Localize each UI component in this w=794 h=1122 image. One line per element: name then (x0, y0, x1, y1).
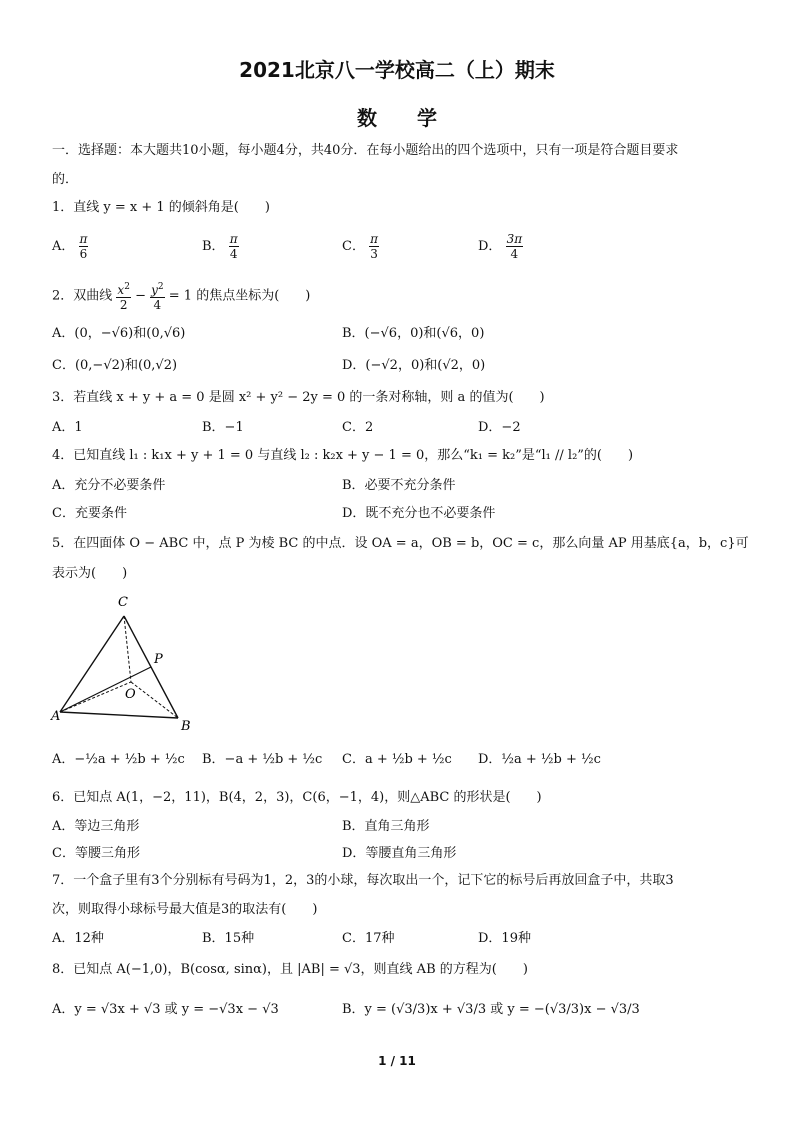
segment-AP (60, 667, 151, 712)
question-6-stem: 6．已知点 A(1，−2，11)，B(4，2，3)，C(6，−1，4)，则△ABC 的形状是( ) (52, 790, 542, 805)
edge-CA (60, 616, 124, 712)
q2-option-b: B．(−√6，0)和(√6，0) (342, 326, 485, 341)
q5-option-b: B．−a + ½b + ½c (202, 752, 323, 767)
section-intro-cont: 的． (52, 172, 79, 187)
question-7-stem-cont: 次，则取得小球标号最大值是3的取法有( ) (52, 902, 318, 917)
document-title: 2021北京八一学校高二（上）期末 (239, 58, 555, 82)
q7-option-d: D．19种 (478, 931, 531, 946)
q1-option-b (202, 232, 239, 261)
question-4-stem: 4．已知直线 l₁ : k₁x + y + 1 = 0 与直线 l₂ : k₂x + y − 1 = 0，那么“k₁ = k₂”是“l₁ // l₂”的( ) (52, 448, 634, 463)
edge-AB (60, 712, 178, 718)
q5-option-a: A．−½a + ½b + ½c (52, 752, 185, 767)
q6-option-d: D．等腰直角三角形 (342, 846, 457, 861)
q1-option-c (342, 232, 379, 261)
q2-fraction-x: $\frac{x^2}{2}$ (117, 282, 130, 312)
question-5-stem: 5．在四面体 O − ABC 中，点 P 为棱 BC 的中点．设 OA = a，OB = b，OC = c，那么向量 AP 用基底{a，b，c}可 (52, 536, 749, 551)
q7-option-a: A．12种 (52, 931, 104, 946)
q8-option-b: B．y = (√3/3)x + √3/3 或 y = −(√3/3)x − √3/3 (342, 1002, 640, 1017)
subject-title: 数 学 (357, 106, 437, 130)
section-intro: 一．选择题：本大题共10小题，每小题4分，共40分．在每小题给出的四个选项中，只有一项是符合题目要求 (52, 143, 679, 158)
tetrahedron-figure (48, 590, 208, 735)
q2-suffix: = 1 的焦点坐标为( ) (168, 288, 311, 304)
q5-option-d: D．½a + ½b + ½c (478, 752, 601, 767)
q1-option-a-numerator: π (79, 232, 88, 246)
edge-OB (131, 682, 178, 718)
q1-option-c-denominator: 3 (370, 247, 378, 261)
label-A: A (51, 709, 61, 724)
q4-option-b: B．必要不充分条件 (342, 478, 456, 493)
q6-option-a: A．等边三角形 (52, 819, 140, 834)
label-B: B (181, 719, 191, 734)
q1-option-b-numerator: π (229, 232, 238, 246)
q3-option-a: A．1 (52, 420, 83, 435)
q1-option-d-denominator: 4 (510, 247, 519, 261)
q7-option-c: C．17种 (342, 931, 395, 946)
q5-option-c: C．a + ½b + ½c (342, 752, 452, 767)
q1-option-b-denominator: 4 (229, 247, 238, 261)
question-1-stem: 1．直线 y = x + 1 的倾斜角是( ) (52, 200, 270, 215)
q1-option-d-label: D． (478, 239, 502, 254)
q2-option-d: D．(−√2，0)和(√2，0) (342, 358, 486, 373)
q1-option-c-label: C． (342, 239, 365, 254)
q1-option-a-label: A． (52, 239, 75, 254)
q4-option-c: C．充要条件 (52, 506, 127, 521)
q1-option-a (52, 232, 88, 261)
question-7-stem: 7．一个盒子里有3个分别标有号码为1，2，3的小球，每次取出一个，记下它的标号后再放回盒子中，共取3 (52, 873, 674, 888)
q1-option-b-label: B． (202, 239, 225, 254)
q6-option-c: C．等腰三角形 (52, 846, 140, 861)
q8-option-a: A．y = √3x + √3 或 y = −√3x − √3 (52, 1002, 279, 1017)
label-P: P (154, 652, 163, 667)
q2-option-a: A．(0，−√6)和(0,√6) (52, 326, 186, 341)
q4-option-d: D．既不充分也不必要条件 (342, 506, 496, 521)
page-number: 1 / 11 (378, 1054, 416, 1068)
q1-option-a-denominator: 6 (79, 247, 88, 261)
q3-option-c: C．2 (342, 420, 374, 435)
question-5-stem-cont: 表示为( ) (52, 566, 128, 581)
q6-option-b: B．直角三角形 (342, 819, 430, 834)
q2-option-c: C．(0,−√2)和(0,√2) (52, 358, 178, 373)
label-C: C (118, 595, 128, 610)
label-O: O (125, 687, 136, 702)
q1-option-d-numerator: 3π (506, 232, 523, 246)
q2-prefix: 2．双曲线 (52, 288, 113, 304)
question-3-stem: 3．若直线 x + y + a = 0 是圆 x² + y² − 2y = 0 的一条对称轴，则 a 的值为( ) (52, 390, 545, 405)
q1-option-c-numerator: π (370, 232, 378, 246)
q2-fraction-y: $\frac{y^2}{4}$ (151, 282, 164, 312)
q4-option-a: A．充分不必要条件 (52, 478, 166, 493)
question-2-stem: 2．双曲线 $\frac{x^2}{2}$ − $\frac{y^2}{4}$ = 1 的焦点坐标为( ) (52, 282, 311, 312)
q3-option-b: B．−1 (202, 420, 244, 435)
q7-option-b: B．15种 (202, 931, 255, 946)
question-8-stem: 8．已知点 A(−1,0)，B(cosα, sinα)，且 |AB| = √3，则直线 AB 的方程为( ) (52, 962, 528, 977)
q3-option-d: D．−2 (478, 420, 521, 435)
q1-option-d (478, 232, 523, 261)
